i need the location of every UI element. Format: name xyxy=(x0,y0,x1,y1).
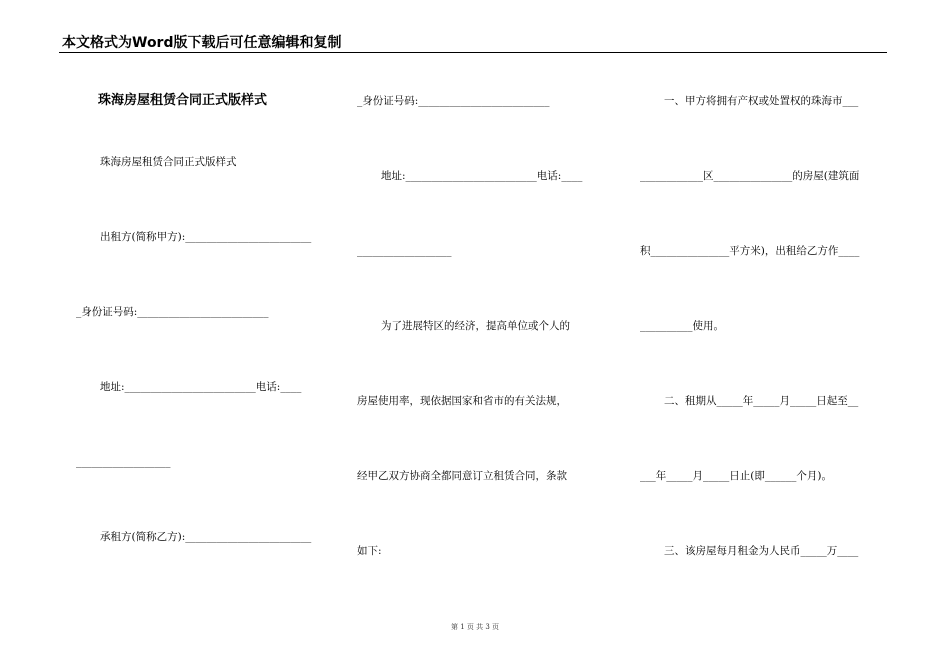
col2-line-2: 地址:_________________________电话:____ xyxy=(381,170,583,182)
col3-line-7: 三、该房屋每月租金为人民币_____万____ xyxy=(664,545,859,557)
col3-line-3: 积_______________平方米)，出租给乙方作____ xyxy=(640,245,860,257)
col1-line-6: 承租方(简称乙方):________________________ xyxy=(100,531,312,543)
col1-line-3: _身份证号码:_________________________ xyxy=(76,306,269,318)
col2-line-6: 经甲乙双方协商全都同意订立租赁合同，条款 xyxy=(357,470,567,482)
page-number: 第 1 页 共 3 页 xyxy=(450,623,500,631)
col2-line-7: 如下: xyxy=(357,545,382,557)
col2-line-3: __________________ xyxy=(357,245,452,257)
document-title: 珠海房屋租赁合同正式版样式 xyxy=(98,93,268,108)
col2-line-5: 房屋使用率，现依据国家和省市的有关法规， xyxy=(357,395,567,407)
col1-line-1: 珠海房屋租赁合同正式版样式 xyxy=(100,156,237,168)
col3-line-2: ____________区_______________的房屋(建筑面 xyxy=(640,170,860,182)
col1-line-5: __________________ xyxy=(76,456,171,468)
col3-line-5: 二、租期从_____年_____月_____日起至__ xyxy=(664,395,859,407)
col1-line-2: 出租方(简称甲方):________________________ xyxy=(100,231,312,243)
col2-line-4: 为了进展特区的经济，提高单位或个人的 xyxy=(381,320,570,332)
col3-line-6: ___年_____月_____日止(即______个月)。 xyxy=(640,470,832,482)
col3-line-4: __________使用。 xyxy=(640,320,724,332)
col1-line-4: 地址:_________________________电话:____ xyxy=(100,381,302,393)
col3-line-1: 一、甲方将拥有产权或处置权的珠海市___ xyxy=(664,95,859,107)
col2-line-1: _身份证号码:_________________________ xyxy=(357,95,550,107)
header-divider xyxy=(59,52,887,53)
header-title: 本文格式为Word版下载后可任意编辑和复制 xyxy=(62,35,342,51)
